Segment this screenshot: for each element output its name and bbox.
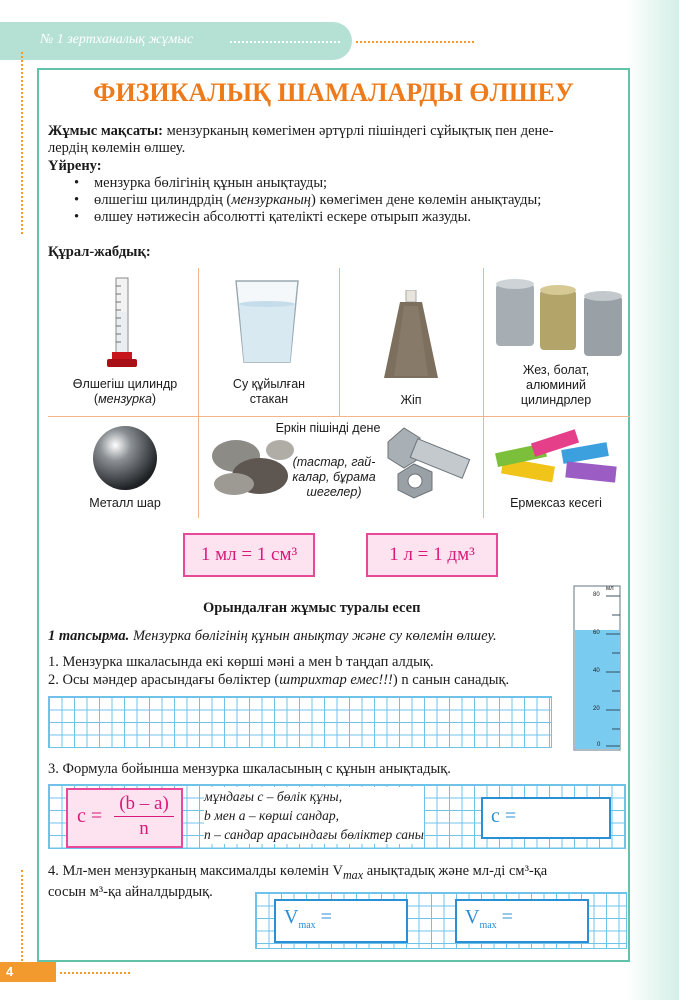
- page-title: ФИЗИКАЛЫҚ ШАМАЛАРДЫ ӨЛШЕУ: [93, 78, 574, 107]
- step2-post: ) n санын санадық.: [392, 672, 510, 688]
- caption-thread: Жіп: [400, 393, 422, 407]
- learn-item: [94, 192, 541, 209]
- side-dots-bottom: [21, 870, 23, 965]
- metal-ball-image: [90, 423, 160, 493]
- goal-text-2: лердің көлемін өлшеу.: [48, 140, 186, 156]
- cylinder-unit: мл: [606, 586, 614, 592]
- formula-numerator: (b – a): [114, 792, 174, 817]
- caption-freeform: Еркін пішінді дене: [275, 421, 381, 435]
- goal-paragraph: [48, 123, 618, 157]
- caption-ball: Металл шар: [89, 496, 161, 510]
- footer-dots: [60, 972, 130, 974]
- step2-pre: 2. Осы мәндер арасындағы бөліктер (: [48, 672, 280, 688]
- vmax-v: V: [465, 906, 480, 928]
- cylinder-tick: 20: [593, 706, 600, 712]
- page-edge-gradient: [626, 0, 679, 1000]
- thread-spool-image: [380, 290, 442, 386]
- learn-item-post: ) көмегімен дене көлемін анықтауды;: [311, 192, 542, 208]
- learn-item: • өлшеу нәтижесін абсолютті қателікті ескере отырып жазуды.: [94, 209, 471, 226]
- vmax-sub: max: [298, 920, 316, 931]
- unit-l-box: 1 л = 1 дм³: [366, 533, 498, 577]
- step4-pre: 4. Мл-мен мензурканың максималды көлемін V: [48, 863, 343, 879]
- equipment-caption: [292, 455, 376, 500]
- stones-image: [208, 428, 300, 500]
- cylinder-tick: 40: [593, 668, 600, 674]
- step4-line2: сосын м³-қа айналдырдық.: [48, 883, 213, 900]
- equipment-caption: Өлшегіш цилиндр (мензурка): [72, 377, 178, 406]
- header-dots-orange: [356, 41, 474, 43]
- equipment-label: Құрал-жабдық:: [48, 244, 151, 260]
- formula-legend: [204, 787, 424, 844]
- vmax-v: V: [284, 906, 299, 928]
- caption-glass-1: Су құйылған: [232, 377, 306, 391]
- step4-sub: max: [342, 867, 364, 882]
- step2-em: штрихтар емес!!!: [279, 672, 393, 688]
- vmax-eq: =: [496, 906, 513, 928]
- vmax-label-2: [465, 906, 513, 931]
- step-3: 3. Формула бойынша мензурка шкаласының с құнын анықтадық.: [48, 761, 451, 777]
- cylinder-tick: 0: [597, 742, 601, 748]
- cylinder-tick: 60: [593, 630, 600, 636]
- water-glass-image: [232, 278, 302, 368]
- caption-freeform-sub2: калар, бұрама: [292, 470, 376, 484]
- task1-label: 1 тапсырма.: [48, 628, 130, 644]
- step-2: [48, 672, 509, 689]
- header-dots: [230, 41, 340, 43]
- grid-divider: [339, 268, 340, 416]
- learn-item: • мензурка бөлігінің құнын анықтауды;: [94, 175, 327, 192]
- task1-line: [48, 628, 568, 645]
- answer-grid-1[interactable]: [48, 696, 552, 748]
- c-answer-label: c =: [491, 805, 517, 827]
- cylinder-tick: 80: [593, 592, 600, 598]
- caption-cyl-2: алюминий: [526, 378, 586, 392]
- learn-label: Үйрену:: [48, 158, 102, 174]
- report-title: Орындалған жұмыс туралы есеп: [203, 600, 421, 616]
- where-3: n – сандар арасындағы бөліктер саны: [204, 827, 424, 842]
- metal-cylinders-image: [492, 276, 628, 358]
- caption-cylinder: Өлшегіш цилиндр: [72, 377, 178, 391]
- goal-text-1: мензурканың көмегімен әртүрлі пішіндегі сұйықтық пен дене-: [163, 123, 554, 139]
- equipment-caption: [484, 363, 628, 408]
- step4-post: анықтадық және мл-ді см³-қа: [363, 863, 548, 879]
- caption-freeform-sub1: (тастар, гай-: [292, 455, 376, 469]
- task1-text: Мензурка бөлігінің құнын анықтау және су көлемін өлшеу.: [129, 628, 497, 644]
- where-1: мұндағы с – бөлік құны,: [204, 789, 343, 804]
- caption-glass-2: стакан: [249, 392, 289, 406]
- caption-cylinder-sub: мензурка: [98, 392, 152, 406]
- step-1: 1. Мензурка шкаласында екі көрші мәні а мен b таңдап алдық.: [48, 654, 434, 670]
- vmax-sub: max: [479, 920, 497, 931]
- formula-lhs: c =: [77, 805, 103, 827]
- caption-plasticine: Ермексаз кесегі: [510, 496, 602, 510]
- grid-divider: [48, 416, 630, 417]
- formula-denominator: n: [139, 818, 149, 839]
- header-label: № 1 зертханалық жұмыс: [40, 32, 194, 47]
- unit-ml-box: 1 мл = 1 см³: [183, 533, 315, 577]
- learn-item-pre: өлшегіш цилиндрдің (: [94, 192, 232, 208]
- equipment-caption: [199, 377, 339, 407]
- side-dots-top: [21, 52, 23, 234]
- caption-cyl-3: цилиндрлер: [520, 393, 592, 407]
- caption-freeform-sub3: шегелер): [306, 485, 362, 499]
- goal-label: Жұмыс мақсаты:: [48, 123, 163, 139]
- learn-item-em: мензурканың: [231, 192, 312, 208]
- page-number: 4: [6, 964, 14, 979]
- vmax-eq: =: [315, 906, 332, 928]
- plasticine-image: [492, 428, 624, 494]
- vmax-label-1: [284, 906, 332, 931]
- measuring-cylinder-image: [104, 272, 140, 370]
- where-2: b мен a – көрші сандар,: [204, 808, 339, 823]
- caption-cyl-1: Жез, болат,: [522, 363, 590, 377]
